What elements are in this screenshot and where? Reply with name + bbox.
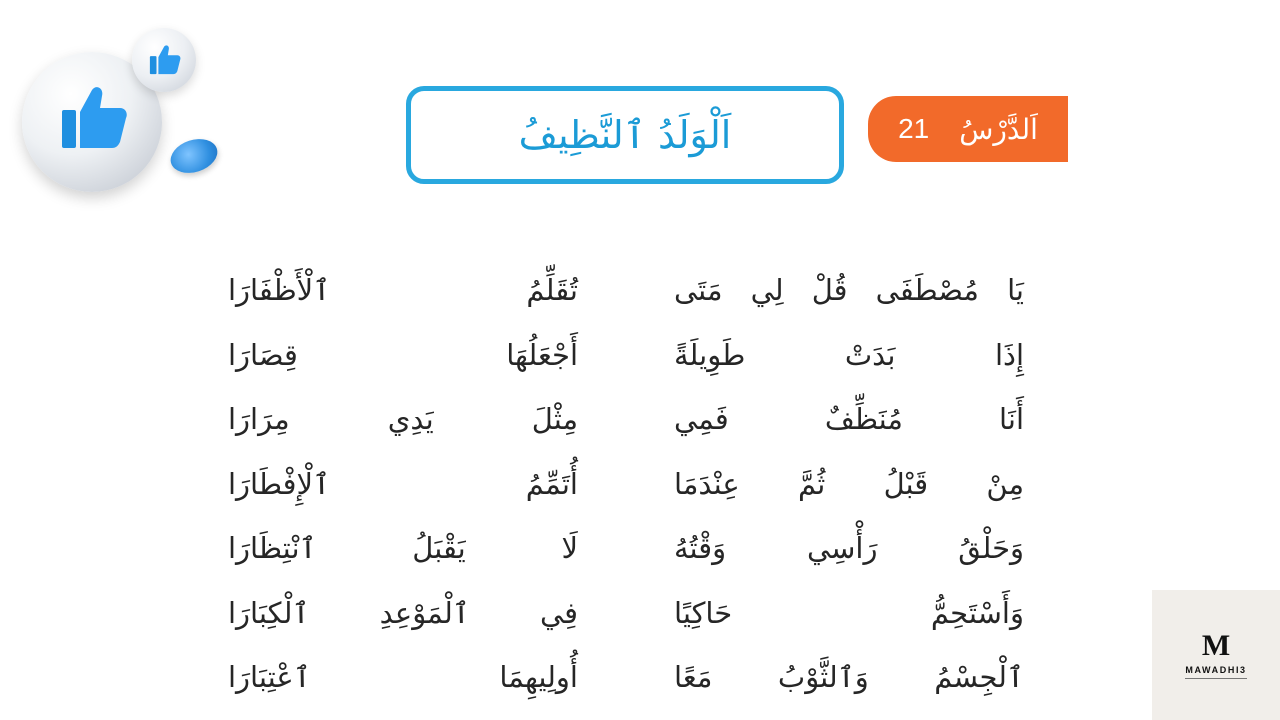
hemistich-left xyxy=(228,273,578,307)
hemistich-right xyxy=(674,531,1024,565)
poem-word: مِنْ xyxy=(986,466,1024,501)
poem-word: ٱنْتِظَارَا xyxy=(228,531,317,566)
hemistich-left xyxy=(228,660,578,694)
poem-word: أَنَا xyxy=(999,402,1024,437)
poem-word: وَقْتُهُ xyxy=(674,531,727,566)
logo-letter: M xyxy=(1201,629,1231,662)
thumbs-up-icon xyxy=(58,80,130,152)
lesson-label: اَلدَّرْسُ xyxy=(959,112,1038,146)
poem-word: قَبْلُ xyxy=(883,466,929,501)
poem-word: إِذَا xyxy=(994,337,1024,372)
hemistich-right xyxy=(674,402,1024,436)
poem-word: ٱلْمَوْعِدِ xyxy=(379,595,470,630)
poem-word: ثُمَّ xyxy=(797,466,826,501)
poem-word: قِصَارَا xyxy=(228,337,298,372)
poem-word: تُقَلِّمُ xyxy=(526,273,578,308)
poem-word: ٱلْإِفْطَارَا xyxy=(228,466,331,501)
lesson-badge xyxy=(868,96,1068,162)
poem-verse xyxy=(228,581,1024,646)
like-decoration xyxy=(0,0,240,220)
poem-word: ٱعْتِبَارَا xyxy=(228,660,311,695)
poem-word: وَٱلثَّوْبُ xyxy=(777,660,869,695)
hemistich-left xyxy=(228,596,578,630)
poem-word: مُنَظِّفٌ xyxy=(824,402,903,437)
poem-word: مَعًا xyxy=(674,660,713,695)
poem-word: أُولِيهِمَا xyxy=(499,660,578,695)
poem-word: رَأْسِي xyxy=(806,531,878,566)
thumbs-up-icon-small xyxy=(148,42,182,76)
logo-name: MAWADHI3 xyxy=(1185,665,1247,675)
poem-word: بَدَتْ xyxy=(844,337,896,372)
poem-verse xyxy=(228,645,1024,710)
poem-word: طَوِيلَةً xyxy=(674,337,746,372)
poem-verse xyxy=(228,323,1024,388)
lesson-title: اَلْوَلَدُ ٱلنَّظِيفُ xyxy=(518,113,732,157)
poem-word: مُصْطَفَى xyxy=(875,273,979,308)
poem-word: لَا xyxy=(561,531,578,566)
poem-word: وَحَلْقُ xyxy=(958,531,1024,566)
poem-word: حَاكِيًا xyxy=(674,595,733,630)
poem-word: أُتَمِّمُ xyxy=(525,466,578,501)
poem-word: يَقْبَلُ xyxy=(412,531,466,566)
poem-word: وَأَسْتَحِمُّ xyxy=(930,595,1024,630)
hemistich-right xyxy=(674,273,1024,307)
poem xyxy=(228,258,1024,710)
poem-word: أَجْعَلُهَا xyxy=(506,337,578,372)
mawadhi3-logo xyxy=(1152,590,1280,720)
poem-word: يَدِي xyxy=(387,402,434,437)
poem-word: يَا xyxy=(1007,273,1024,308)
poem-word: مِثْلَ xyxy=(531,402,578,437)
lesson-number: 21 xyxy=(898,113,930,144)
poem-word: عِنْدَمَا xyxy=(674,466,740,501)
poem-word: فَمِي xyxy=(674,402,729,437)
poem-word: ٱلْأَظْفَارَا xyxy=(228,273,331,308)
hemistich-left xyxy=(228,531,578,565)
poem-word: لِي xyxy=(750,273,784,308)
poem-verse xyxy=(228,516,1024,581)
lesson-title-box xyxy=(406,86,844,184)
hemistich-left xyxy=(228,467,578,501)
hemistich-right xyxy=(674,660,1024,694)
poem-word: مِرَارَا xyxy=(228,402,290,437)
poem-word: فِي xyxy=(539,595,578,630)
hemistich-right xyxy=(674,338,1024,372)
hemistich-left xyxy=(228,338,578,372)
hemistich-right xyxy=(674,467,1024,501)
poem-word: ٱلْكِبَارَا xyxy=(228,595,310,630)
poem-verse xyxy=(228,258,1024,323)
like-coin xyxy=(166,133,222,178)
hemistich-left xyxy=(228,402,578,436)
poem-verse xyxy=(228,387,1024,452)
poem-word: قُلْ xyxy=(811,273,848,308)
poem-verse xyxy=(228,452,1024,517)
poem-word: ٱلْجِسْمُ xyxy=(934,660,1024,695)
logo-divider xyxy=(1185,678,1247,679)
poem-word: مَتَى xyxy=(674,273,723,308)
hemistich-right xyxy=(674,596,1024,630)
